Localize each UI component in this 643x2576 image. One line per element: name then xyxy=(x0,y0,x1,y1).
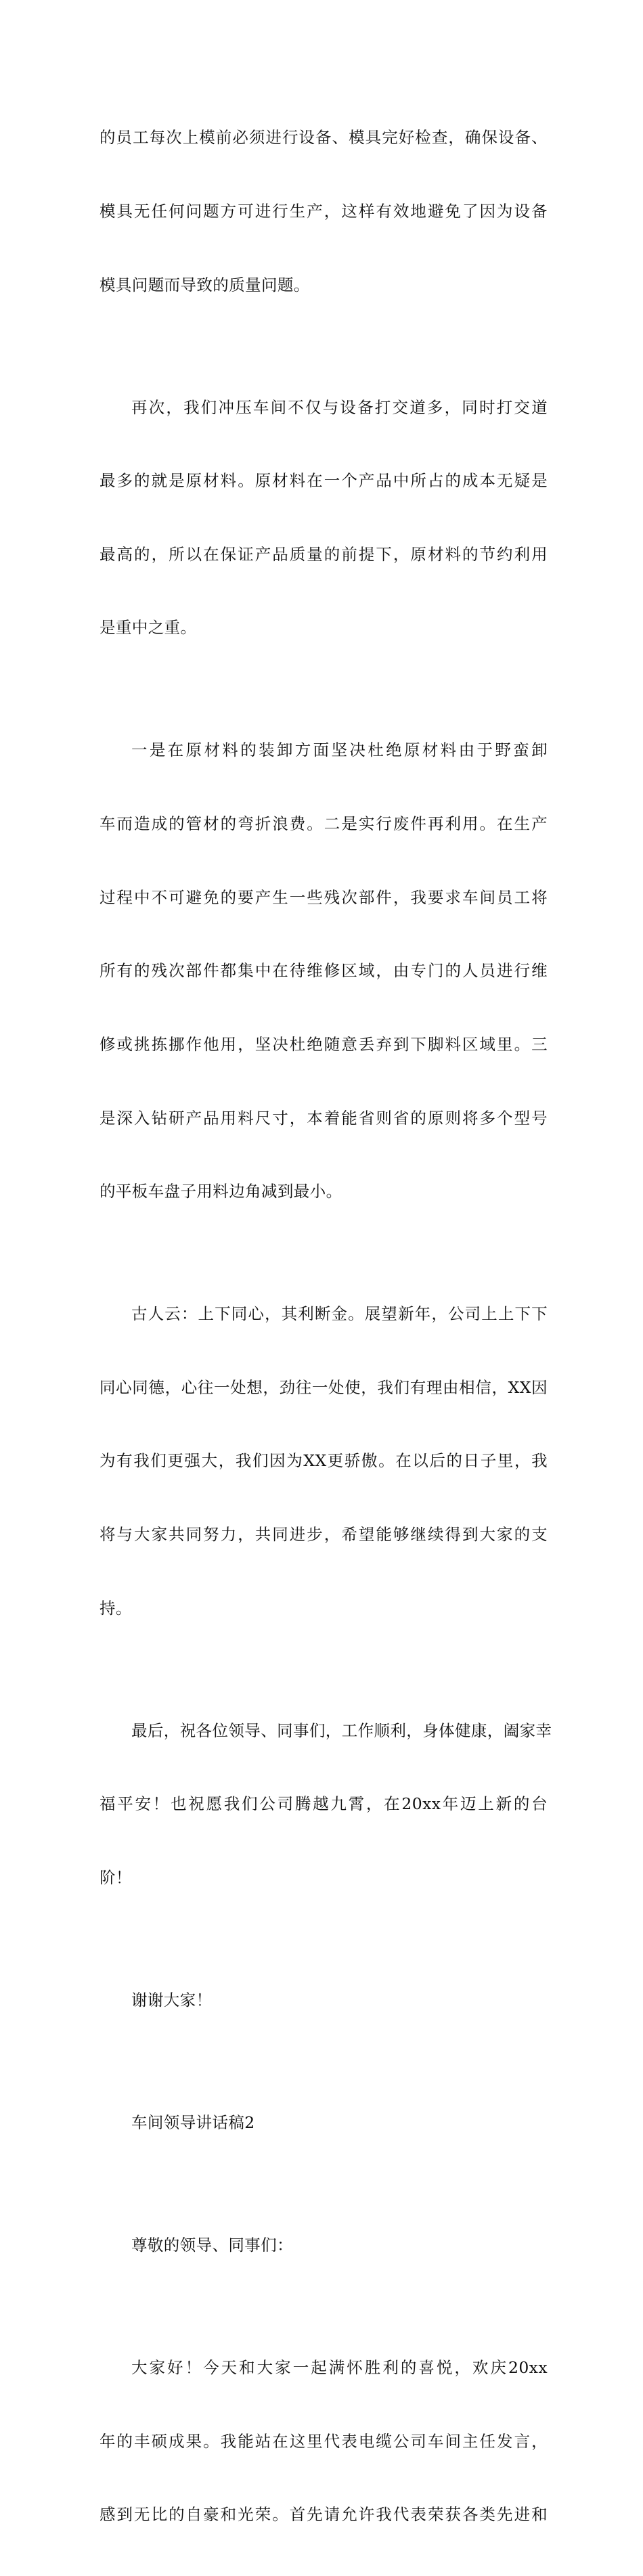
text-line: 年的丰硕成果。我能站在这里代表电缆公司车间主任发言， xyxy=(99,2431,548,2451)
text-line: 福平安！也祝愿我们公司腾越九霄，在20xx年迈上新的台 xyxy=(99,1794,548,1814)
text-line: 阶！ xyxy=(99,1867,132,1887)
text-line: 再次，我们冲压车间不仅与设备打交道多，同时打交道 xyxy=(131,397,548,417)
document-body xyxy=(99,76,552,2576)
text-line: 的员工每次上模前必须进行设备、模具完好检查，确保设备、 xyxy=(99,128,548,148)
text-line: 过程中不可避免的要产生一些残次部件，我要求车间员工将 xyxy=(99,887,548,907)
text-line: 同心同德，心往一处想，劲往一处使，我们有理由相信，XX因 xyxy=(99,1377,548,1397)
paragraph-raw-materials xyxy=(99,346,548,689)
text-line: 最多的就是原材料。原材料在一个产品中所占的成本无疑是 xyxy=(99,471,548,491)
text-line: 修或挑拣挪作他用，坚决杜绝随意丢弃到下脚料区域里。三 xyxy=(99,1034,548,1054)
text-line: 所有的残次部件都集中在待维修区域，由专门的人员进行维 xyxy=(99,961,548,981)
text-line: 车而造成的管材的弯折浪费。二是实行废件再利用。在生产 xyxy=(99,814,548,834)
paragraph-measures xyxy=(99,689,548,1253)
text-line: 持。 xyxy=(99,1598,132,1618)
text-line: 为有我们更强大，我们因为XX更骄傲。在以后的日子里，我 xyxy=(99,1451,548,1471)
paragraph-unity xyxy=(99,1253,548,1669)
paragraph-equipment-check xyxy=(99,76,548,346)
section-heading xyxy=(99,2061,548,2183)
text-line: 是重中之重。 xyxy=(99,618,197,638)
text-line: 模具问题而导致的质量问题。 xyxy=(99,275,310,294)
paragraph-greeting xyxy=(99,2306,548,2575)
text-line: 将与大家共同努力，共同进步，希望能够继续得到大家的支 xyxy=(99,1524,548,1544)
text-line: 模具无任何问题方可进行生产，这样有效地避免了因为设备 xyxy=(99,202,548,221)
paragraph-wishes xyxy=(99,1669,552,1938)
text-line: 是深入钻研产品用料尺寸，本着能省则省的原则将多个型号 xyxy=(99,1108,548,1128)
text-line: 大家好！今天和大家一起满怀胜利的喜悦，欢庆20xx xyxy=(131,2357,548,2377)
text-line: 谢谢大家！ xyxy=(131,1990,213,2009)
text-line: 古人云：上下同心，其利断金。展望新年，公司上上下下 xyxy=(131,1304,548,1324)
text-line: 的平板车盘子用料边角减到最小。 xyxy=(99,1182,342,1201)
text-line: 尊敬的领导、同事们： xyxy=(131,2235,293,2255)
text-line: 最高的，所以在保证产品质量的前提下，原材料的节约利用 xyxy=(99,544,548,564)
paragraph-thanks xyxy=(99,1938,548,2061)
text-line: 一是在原材料的装卸方面坚决杜绝原材料由于野蛮卸 xyxy=(131,740,548,760)
text-line: 感到无比的自豪和光荣。首先请允许我代表荣获各类先进和 xyxy=(99,2505,548,2525)
text-line: 车间领导讲话稿2 xyxy=(131,2112,255,2132)
text-line: 最后，祝各位领导、同事们，工作顺利，身体健康，阖家幸 xyxy=(131,1720,552,1740)
salutation xyxy=(99,2183,548,2306)
